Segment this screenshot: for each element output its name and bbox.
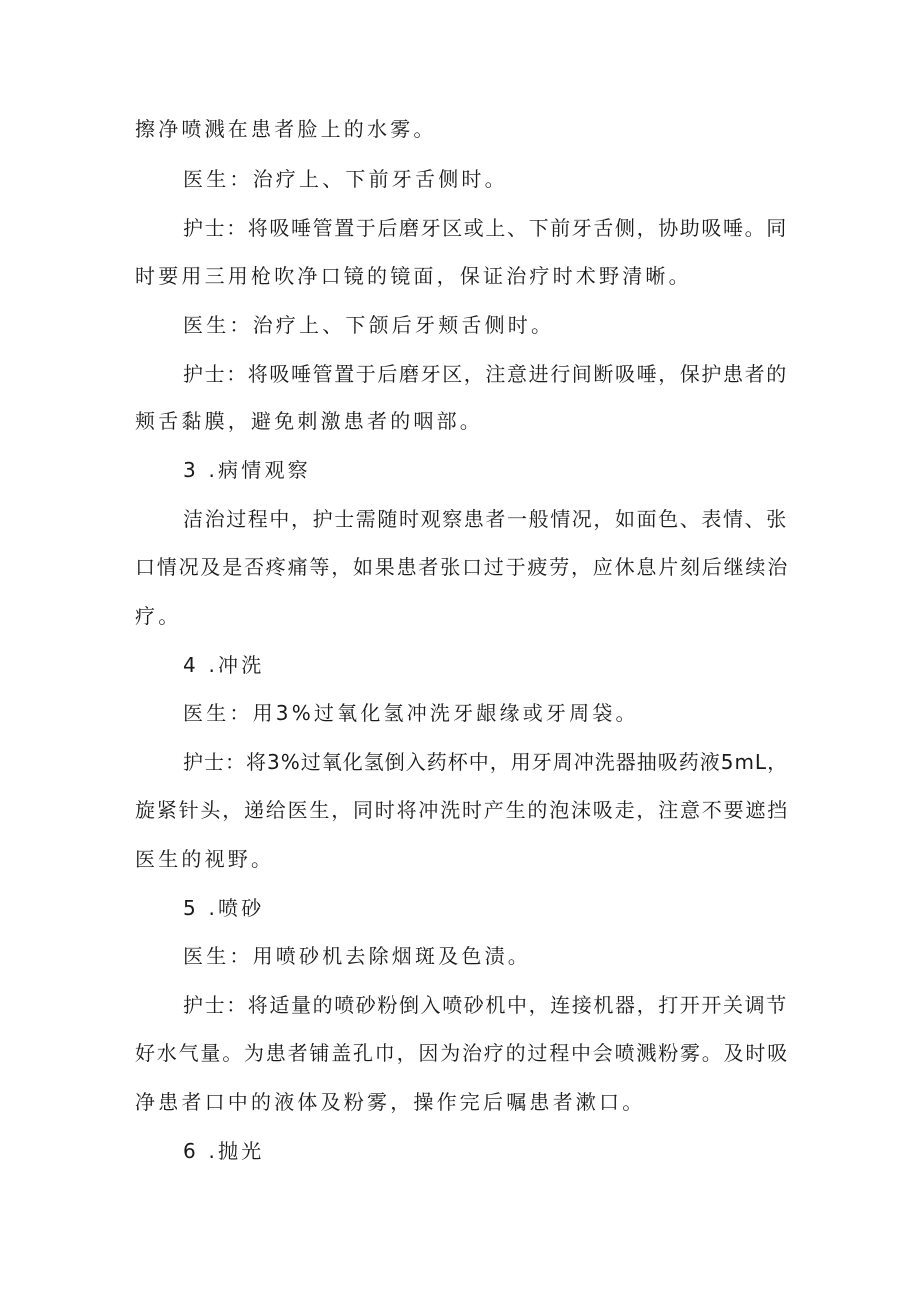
dialogue-doctor: 医生：用喷砂机去除烟斑及色渍。 xyxy=(183,944,531,968)
dialogue-nurse: 护士：将吸唾管置于后磨牙区，注意进行间断吸唾，保护患者的 xyxy=(183,362,788,386)
dialogue-doctor: 医生：治疗上、下前牙舌侧时。 xyxy=(183,167,508,191)
section-heading: 5 .喷砂 xyxy=(183,896,265,920)
dialogue-doctor: 医生：治疗上、下颌后牙颊舌侧时。 xyxy=(183,313,555,337)
text-line: 净患者口中的液体及粉雾，操作完后嘱患者漱口。 xyxy=(135,1090,646,1114)
dialogue-nurse: 护士：将3%过氧化氢倒入药杯中，用牙周冲洗器抽吸药液5mL， xyxy=(183,750,789,774)
section-heading: 4 .冲洗 xyxy=(183,653,265,677)
text-line: 口情况及是否疼痛等，如果患者张口过于疲劳，应休息片刻后继续治 xyxy=(135,555,789,579)
text-line: 疗。 xyxy=(135,604,182,628)
text-line: 擦净喷溅在患者脸上的水雾。 xyxy=(135,117,437,141)
text-line: 好水气量。为患者铺盖孔巾，因为治疗的过程中会喷溅粉雾。及时吸 xyxy=(135,1041,789,1065)
dialogue-doctor: 医生：用3%过氧化氢冲洗牙龈缘或牙周袋。 xyxy=(183,701,639,725)
dialogue-nurse: 护士：将适量的喷砂粉倒入喷砂机中，连接机器，打开开关调节 xyxy=(183,993,788,1017)
text-line: 医生的视野。 xyxy=(135,847,275,871)
dialogue-nurse: 护士：将吸唾管置于后磨牙区或上、下前牙舌侧，协助吸唾。同 xyxy=(183,216,788,240)
paragraph-line: 洁治过程中，护士需随时观察患者一般情况，如面色、表情、张 xyxy=(183,507,788,531)
text-line: 时要用三用枪吹净口镜的镜面，保证治疗时术野清晰。 xyxy=(135,264,692,288)
text-line: 颊舌黏膜，避免刺激患者的咽部。 xyxy=(135,409,483,433)
text-line: 旋紧针头，递给医生，同时将冲洗时产生的泡沫吸走，注意不要遮挡 xyxy=(135,798,789,822)
section-heading: 3 .病情观察 xyxy=(183,458,311,482)
section-heading: 6 .抛光 xyxy=(183,1139,265,1163)
